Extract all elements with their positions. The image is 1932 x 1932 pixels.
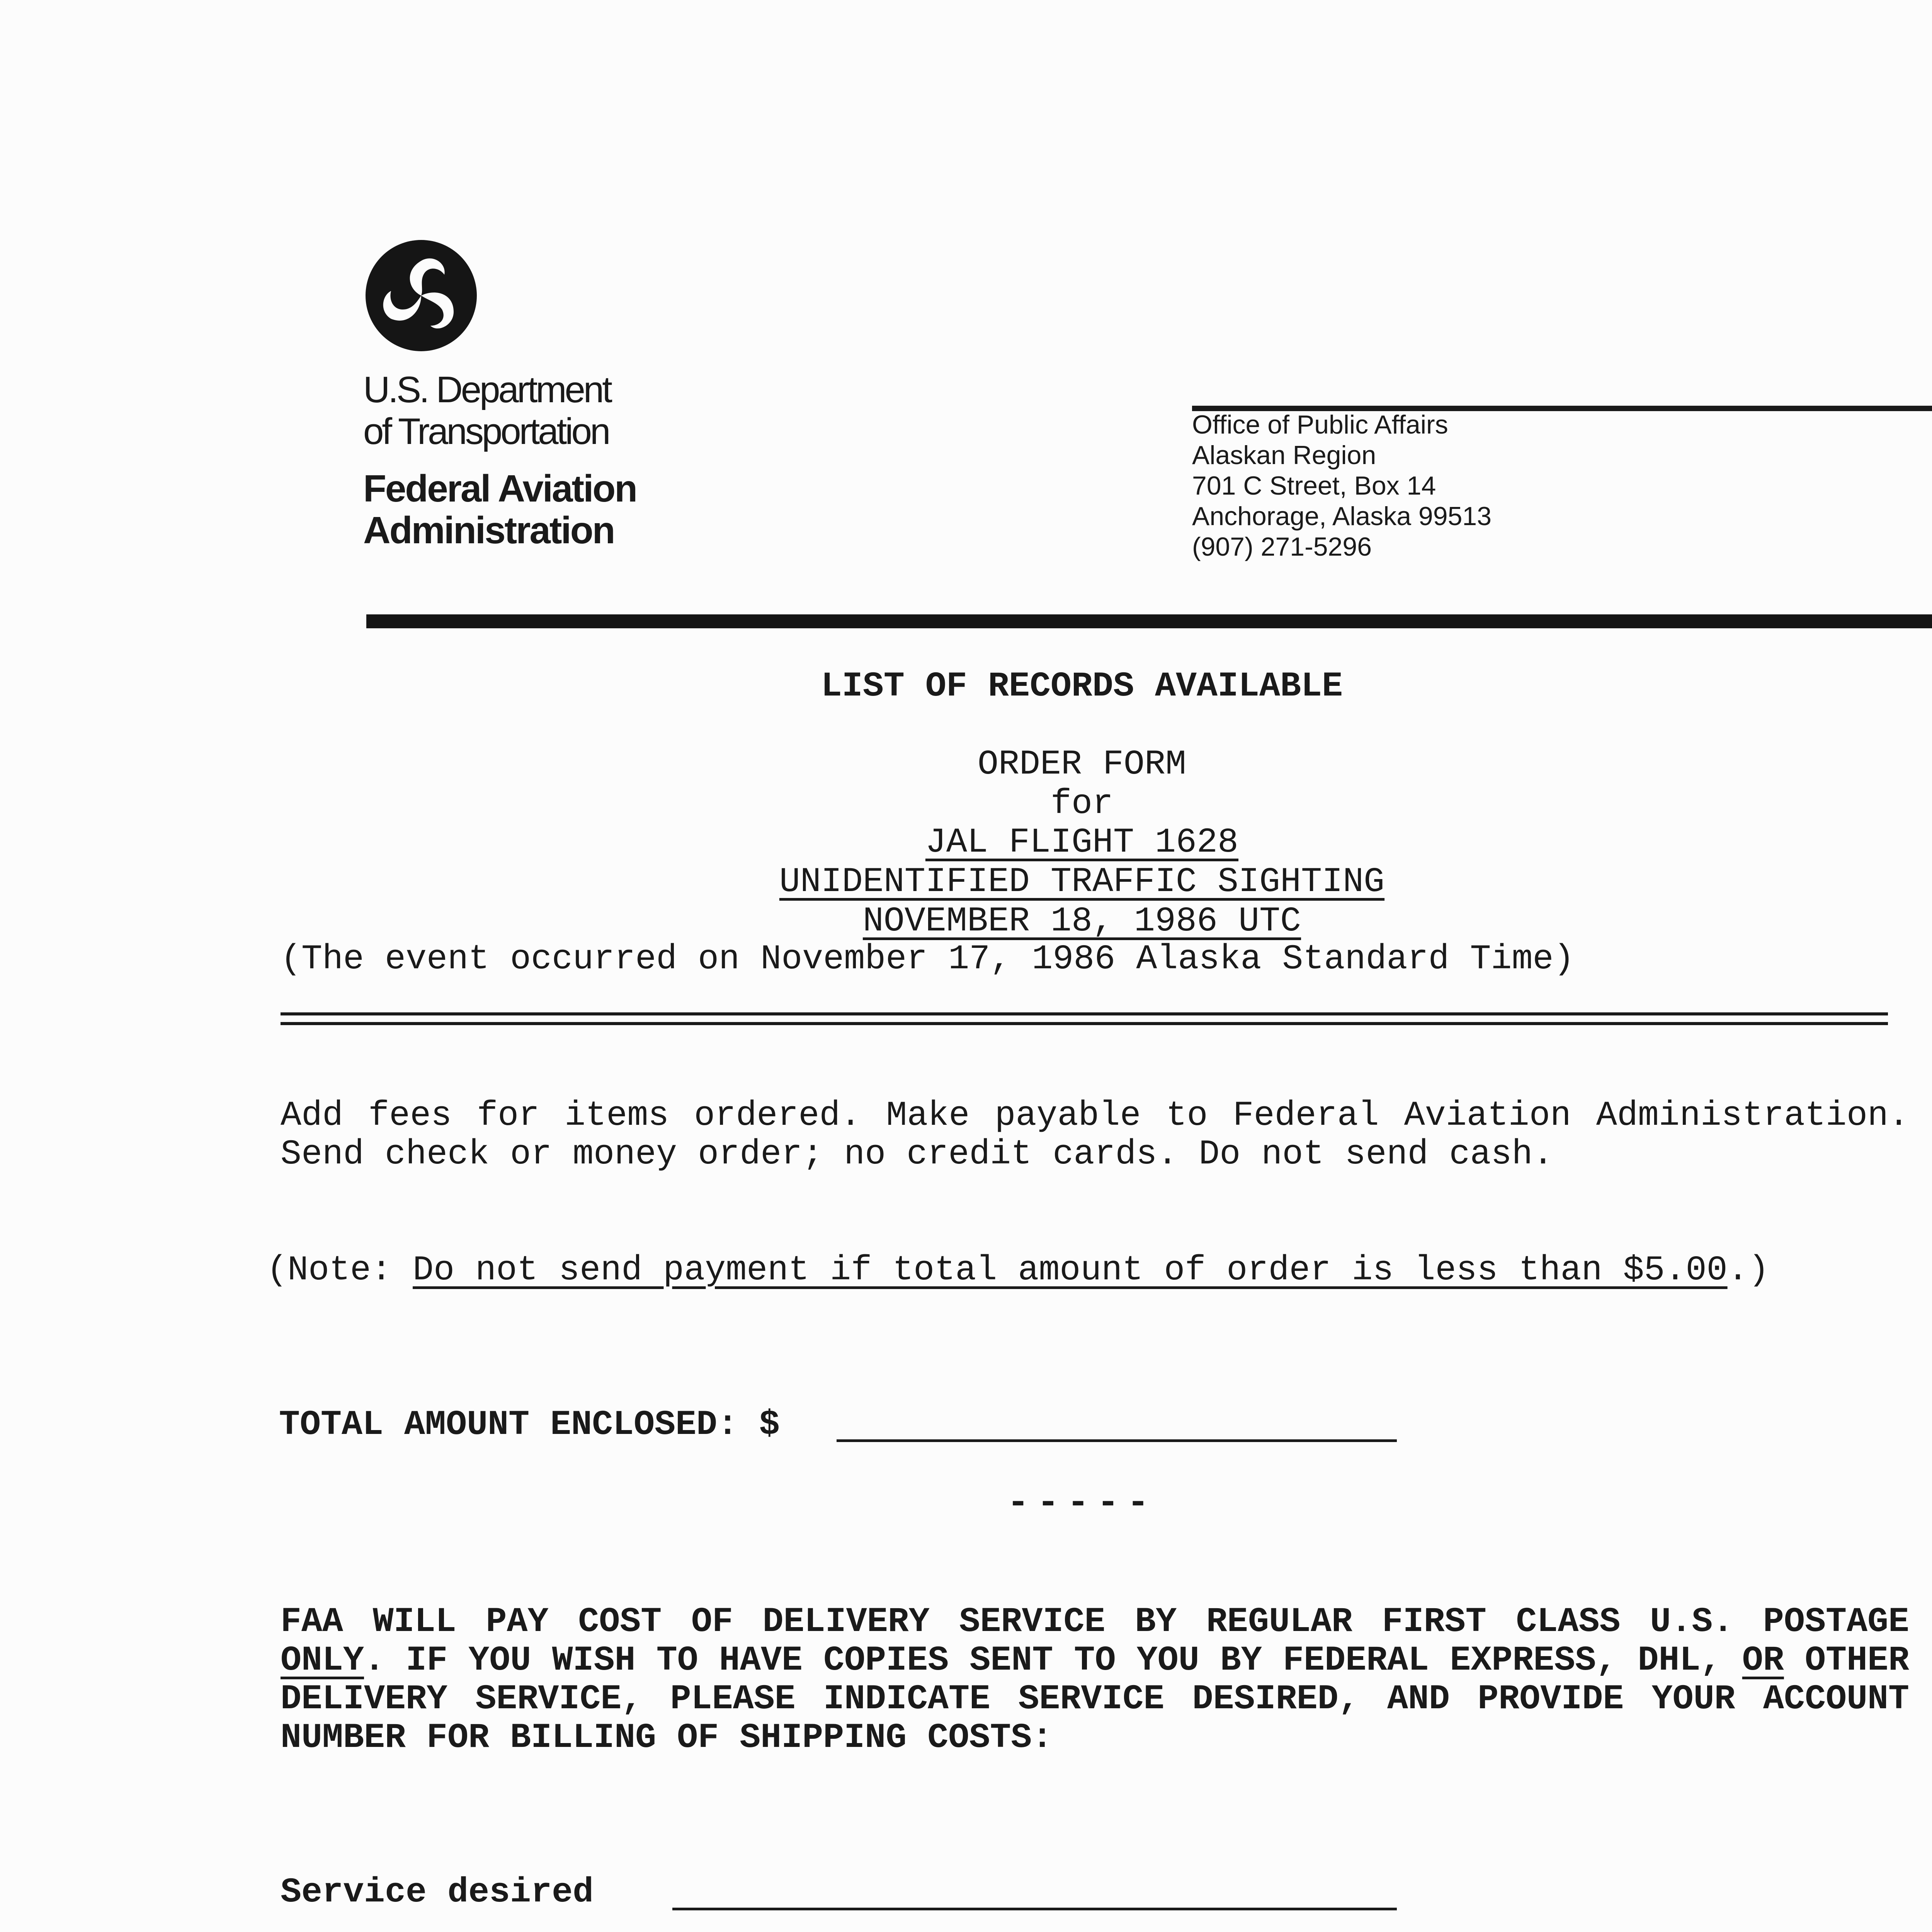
dot-name-line2: of Transportation xyxy=(363,411,609,452)
dot-name-line1: U.S. Department xyxy=(363,369,611,410)
service-desired-field[interactable] xyxy=(672,1908,1397,1910)
office-line: (907) 271-5296 xyxy=(1192,532,1372,561)
delivery-text-3: OTHER DELIVERY SERVICE, PLEASE INDICATE SERVICE DESIRED, AND PROVIDE YOUR ACCOUNT NUMBER FOR BILLING OF SHIPPING COSTS: xyxy=(281,1641,1910,1758)
faa-name-line2: Administration xyxy=(363,509,614,551)
delivery-text-1: FAA WILL PAY COST OF DELIVERY SERVICE BY REGULAR FIRST CLASS U.S. POSTAGE xyxy=(281,1602,1909,1642)
delivery-text-2: . IF YOU WISH TO HAVE COPIES SENT TO YOU BY FEDERAL EXPRESS, DHL, xyxy=(364,1641,1721,1680)
date-text: NOVEMBER 18, 1986 UTC xyxy=(862,902,1301,941)
faa-name-line1: Federal Aviation xyxy=(363,467,637,510)
or-emphasis: OR xyxy=(1742,1641,1784,1680)
topic-line xyxy=(0,862,1932,902)
total-amount-label: TOTAL AMOUNT ENCLOSED: $ xyxy=(279,1405,780,1445)
dot-name xyxy=(363,369,611,452)
payment-instructions: Add fees for items ordered. Make payable to Federal Aviation Administration. Send check or money order; no credit cards. Do not send cash. xyxy=(281,1096,1909,1174)
office-line: Anchorage, Alaska 99513 xyxy=(1192,502,1492,531)
note-suffix: .) xyxy=(1727,1251,1769,1290)
flight-text: JAL FLIGHT 1628 xyxy=(925,823,1239,862)
double-rule-bottom xyxy=(281,1022,1888,1025)
service-desired-label: Service desired xyxy=(281,1873,594,1912)
only-emphasis: ONLY xyxy=(281,1641,364,1680)
order-form-heading: ORDER FORM xyxy=(977,745,1187,784)
payment-note xyxy=(267,1251,1911,1290)
total-amount-blank[interactable] xyxy=(837,1439,1397,1442)
office-address-block xyxy=(1192,410,1492,562)
faa-name xyxy=(363,468,636,551)
office-line: Office of Public Affairs xyxy=(1192,410,1448,439)
page-title: LIST OF RECORDS AVAILABLE xyxy=(821,667,1343,706)
flight-line xyxy=(0,823,1932,862)
double-rule-top xyxy=(281,1012,1888,1015)
for-line: for xyxy=(1050,784,1114,824)
letterhead-rule-thick xyxy=(366,614,1932,628)
event-note: (The event occurred on November 17, 1986 Alaska Standard Time) xyxy=(281,940,1575,979)
section-separator: ----- xyxy=(1007,1482,1157,1524)
office-line: Alaskan Region xyxy=(1192,440,1376,470)
note-prefix: (Note: xyxy=(267,1251,392,1290)
date-line xyxy=(0,902,1932,941)
office-line: 701 C Street, Box 14 xyxy=(1192,471,1436,500)
delivery-instructions xyxy=(281,1603,1909,1757)
dot-tri-swirl-logo xyxy=(363,238,479,354)
topic-text: UNIDENTIFIED TRAFFIC SIGHTING xyxy=(779,862,1385,902)
note-text: Do not send payment if total amount of order is less than $5.00 xyxy=(413,1251,1728,1290)
